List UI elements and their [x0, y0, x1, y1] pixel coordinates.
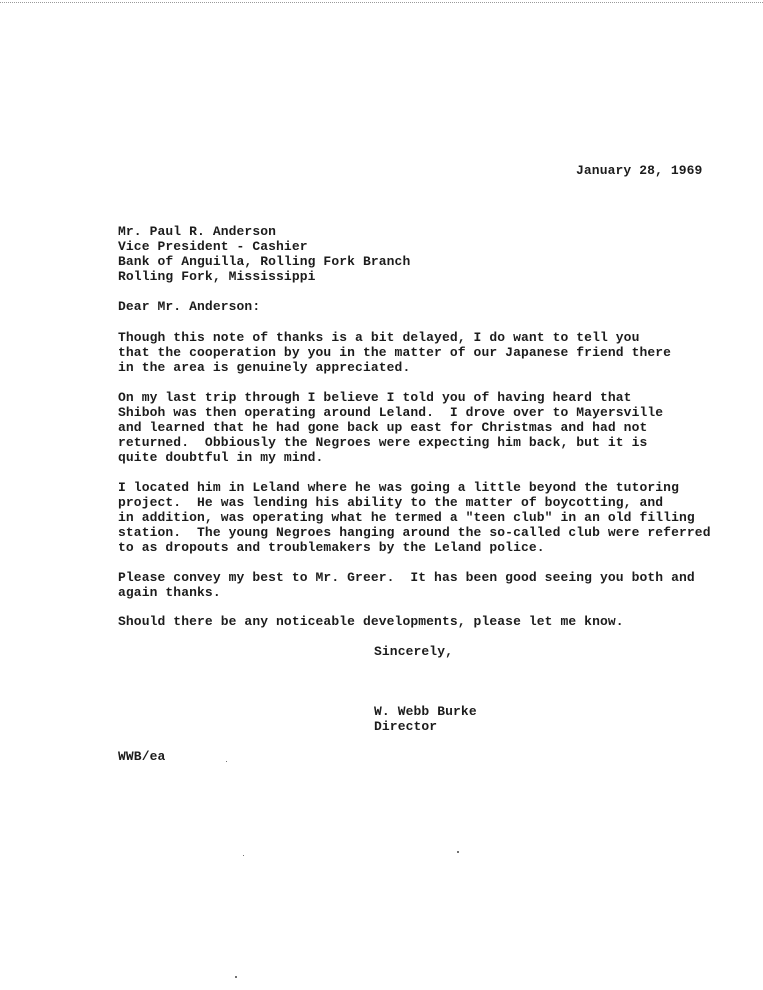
- body-line: returned. Obbiously the Negroes were expecting him back, but it is: [118, 435, 648, 450]
- body-line: that the cooperation by you in the matter of our Japanese friend there: [118, 345, 672, 360]
- scan-speck: [243, 855, 244, 856]
- signer-title: Director: [374, 719, 438, 734]
- recipient-title: Vice President - Cashier: [118, 239, 308, 254]
- body-line: Though this note of thanks is a bit delayed, I do want to tell you: [118, 330, 640, 345]
- scan-speck: [235, 976, 237, 978]
- body-line: again thanks.: [118, 585, 221, 600]
- body-line: Please convey my best to Mr. Greer. It has been good seeing you both and: [118, 570, 695, 585]
- salutation: Dear Mr. Anderson:: [118, 299, 261, 314]
- body-line: in the area is genuinely appreciated.: [118, 360, 411, 375]
- signer-name: W. Webb Burke: [374, 704, 477, 719]
- recipient-name: Mr. Paul R. Anderson: [118, 224, 277, 239]
- body-line: Should there be any noticeable developments, please let me know.: [118, 614, 624, 629]
- body-line: On my last trip through I believe I told you of having heard that: [118, 390, 632, 405]
- closing: Sincerely,: [374, 644, 454, 659]
- typist-initials: WWB/ea: [118, 749, 166, 764]
- recipient-city: Rolling Fork, Mississippi: [118, 269, 316, 284]
- body-line: in addition, was operating what he termed a "teen club" in an old filling: [118, 510, 695, 525]
- body-line: to as dropouts and troublemakers by the Leland police.: [118, 540, 545, 555]
- body-line: I located him in Leland where he was going a little beyond the tutoring: [118, 480, 679, 495]
- page-top-edge: [0, 2, 763, 3]
- recipient-institution: Bank of Anguilla, Rolling Fork Branch: [118, 254, 411, 269]
- body-line: and learned that he had gone back up east for Christmas and had not: [118, 420, 648, 435]
- scan-speck: [457, 851, 459, 853]
- body-line: station. The young Negroes hanging around the so-called club were referred: [118, 525, 711, 540]
- body-line: project. He was lending his ability to the matter of boycotting, and: [118, 495, 664, 510]
- scan-speck: [226, 761, 227, 762]
- letter-date: January 28, 1969: [576, 163, 703, 178]
- body-line: Shiboh was then operating around Leland. I drove over to Mayersville: [118, 405, 664, 420]
- body-line: quite doubtful in my mind.: [118, 450, 324, 465]
